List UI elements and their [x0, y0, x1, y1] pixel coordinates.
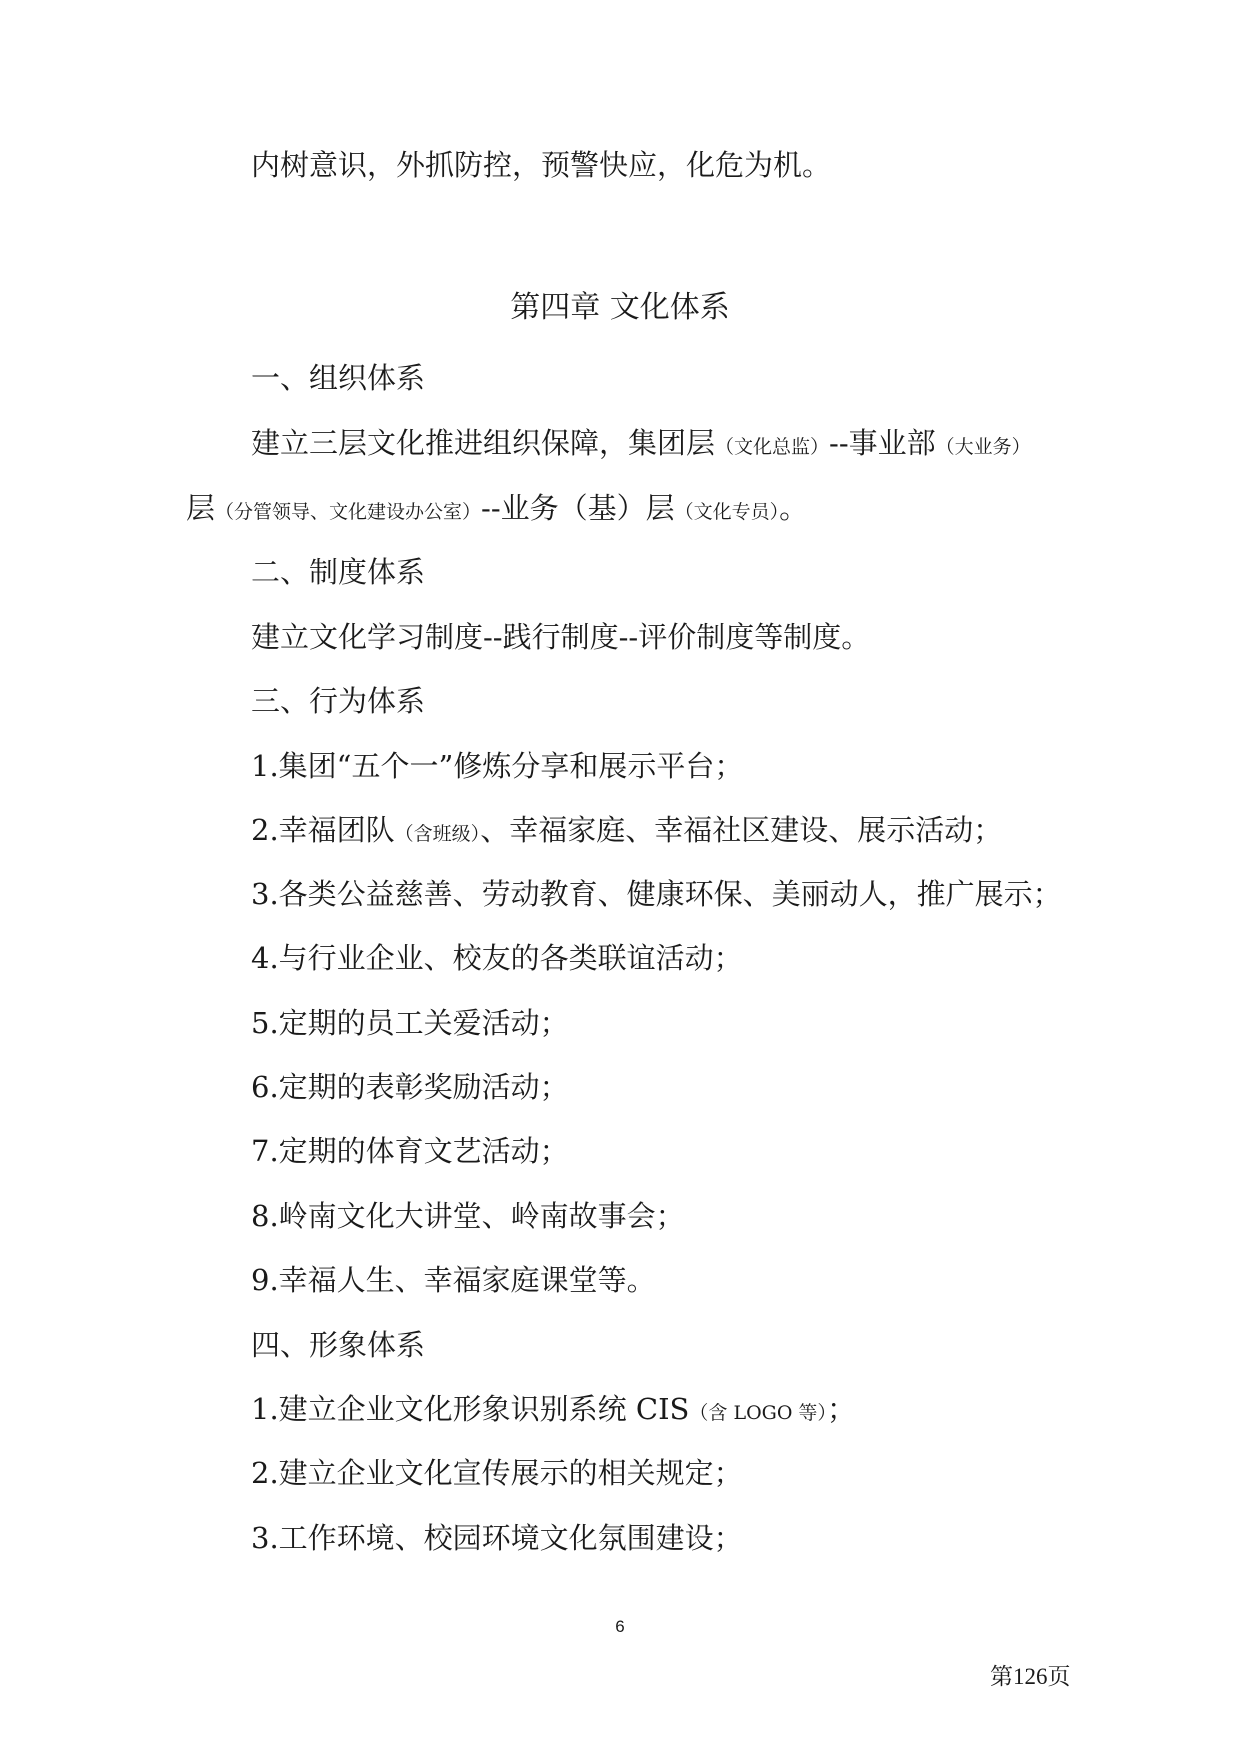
image-item-2: 2.建立企业文化宣传展示的相关规定；: [251, 1456, 743, 1490]
image-item-3: 3.工作环境、校园环境文化氛围建设；: [251, 1521, 743, 1555]
behavior-item-6: 6.定期的表彰奖励活动；: [251, 1070, 569, 1104]
section-heading-system: 二、制度体系: [251, 555, 426, 589]
organization-paragraph-line1: [251, 423, 1031, 467]
behavior-item-4: 4.与行业企业、校友的各类联谊活动；: [251, 941, 743, 975]
text-span: --事业部: [829, 426, 936, 460]
chapter-title: 第四章 文化体系: [510, 290, 730, 325]
text-span: 层: [186, 491, 216, 525]
intro-line: 内树意识，外抓防控，预警快应，化危为机。: [251, 148, 832, 182]
annotation-span: （文化总监）: [715, 436, 830, 458]
text-span: 2.幸福团队: [251, 813, 395, 847]
page-label: 第126页: [990, 1664, 1071, 1689]
behavior-item-8: 8.岭南文化大讲堂、岭南故事会；: [251, 1199, 685, 1233]
page-number: 6: [615, 1617, 625, 1636]
behavior-item-9: 9.幸福人生、幸福家庭课堂等。: [251, 1263, 656, 1297]
annotation-span: （含 LOGO 等）: [689, 1402, 827, 1424]
annotation-span: （含班级）: [394, 823, 481, 845]
annotation-span: （分管领导、文化建设办公室）: [215, 501, 482, 523]
behavior-item-7: 7.定期的体育文艺活动；: [251, 1134, 569, 1168]
section-heading-behavior: 三、行为体系: [251, 684, 426, 718]
behavior-item-3: 3.各类公益慈善、劳动教育、健康环保、美丽动人，推广展示；: [251, 877, 1062, 911]
system-paragraph: 建立文化学习制度--践行制度--评价制度等制度。: [251, 620, 871, 654]
text-span: --业务（基）层: [481, 491, 675, 525]
behavior-item-1: 1.集团“五个一”修炼分享和展示平台；: [251, 749, 744, 783]
organization-paragraph-line2: [186, 488, 808, 532]
section-heading-image: 四、形象体系: [251, 1328, 426, 1362]
behavior-item-2: [251, 810, 1002, 854]
annotation-span: （文化专员）: [674, 501, 780, 523]
behavior-item-5: 5.定期的员工关爱活动；: [251, 1006, 569, 1040]
section-heading-organization: 一、组织体系: [251, 361, 426, 395]
text-span: 1.建立企业文化形象识别系统 CIS: [251, 1392, 690, 1426]
annotation-span: （大业务）: [935, 436, 1031, 458]
image-item-1: [251, 1389, 856, 1433]
text-span: 建立三层文化推进组织保障，集团层: [251, 426, 716, 460]
text-span: ；: [826, 1392, 856, 1426]
text-span: 、幸福家庭、幸福社区建设、展示活动；: [480, 813, 1003, 847]
text-span: 。: [779, 491, 809, 525]
